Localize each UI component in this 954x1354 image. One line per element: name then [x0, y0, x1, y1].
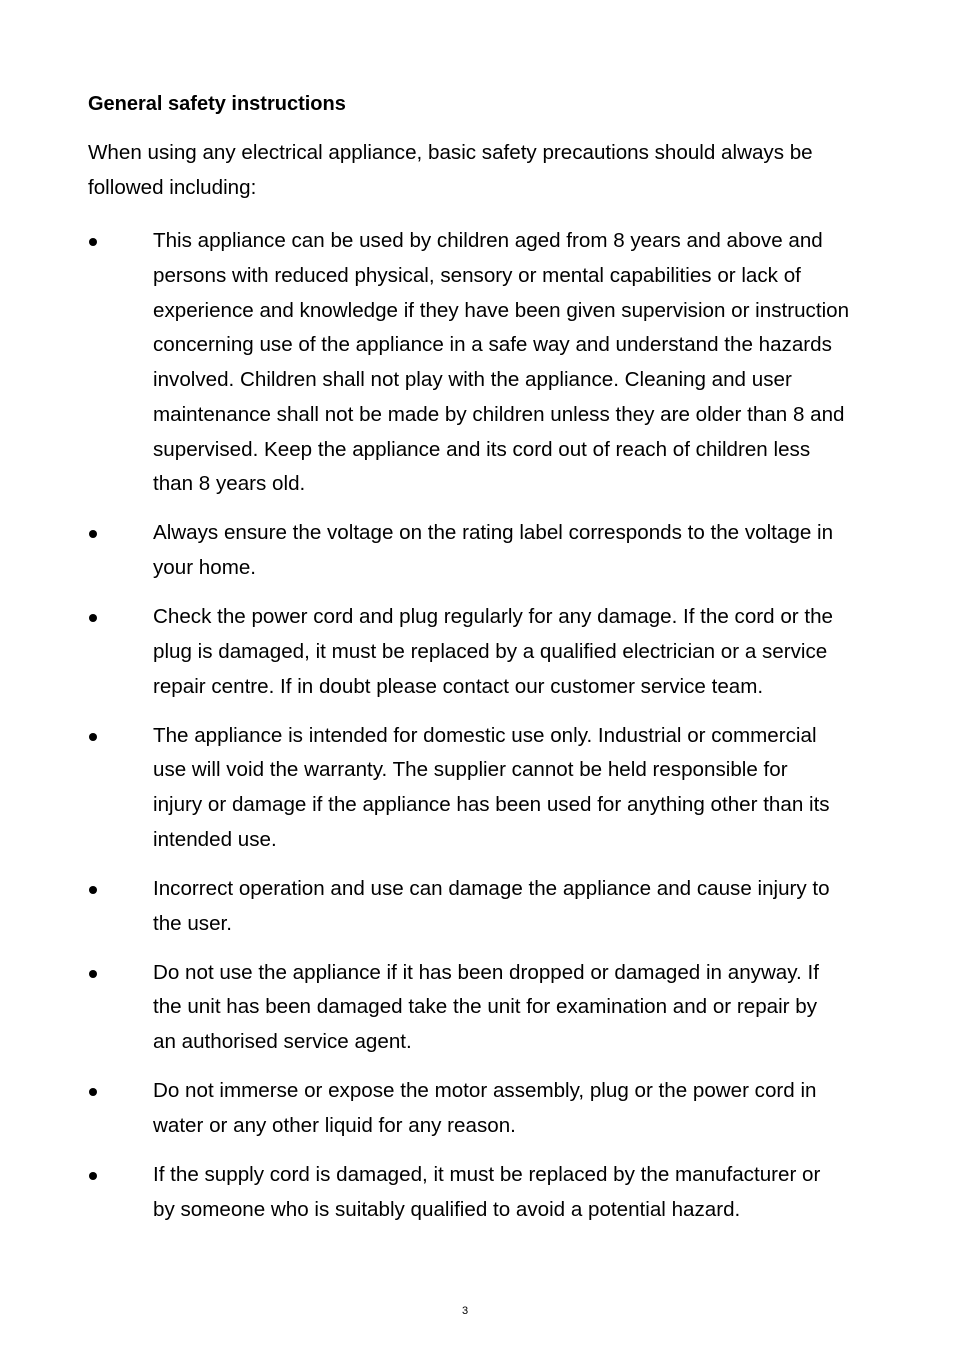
- list-item-line: the unit has been damaged take the unit for examination and or repair by: [153, 995, 818, 1019]
- list-item-line: than 8 years old.: [153, 472, 306, 496]
- list-item: [88, 516, 888, 586]
- list-item-line: the user.: [153, 911, 232, 935]
- list-item: [88, 872, 888, 942]
- intro-paragraph: [88, 136, 888, 206]
- bullet-icon: [89, 530, 97, 538]
- list-item-line: supervised. Keep the appliance and its cord out of reach of children less: [153, 437, 811, 461]
- bullet-icon: [89, 1088, 97, 1096]
- list-item-line: Incorrect operation and use can damage the appliance and cause injury to: [153, 876, 830, 900]
- list-item: [88, 1158, 888, 1228]
- list-item-line: use will void the warranty. The supplier cannot be held responsible for: [153, 758, 788, 782]
- list-item: [88, 719, 888, 858]
- bullet-icon: [89, 238, 97, 246]
- list-item-line: Check the power cord and plug regularly for any damage. If the cord or the: [153, 605, 833, 629]
- list-item-line: If the supply cord is damaged, it must be replaced by the manufacturer or: [153, 1163, 821, 1187]
- list-item-line: concerning use of the appliance in a safe way and understand the hazards: [153, 333, 832, 357]
- list-item-line: experience and knowledge if they have been given supervision or instruction: [153, 298, 850, 322]
- list-item-line: persons with reduced physical, sensory or mental capabilities or lack of: [153, 263, 801, 287]
- bullet-icon: [89, 1172, 97, 1180]
- bullet-icon: [89, 886, 97, 894]
- list-item-line: The appliance is intended for domestic use only. Industrial or commercial: [153, 723, 817, 747]
- list-item-line: your home.: [153, 556, 257, 580]
- safety-instructions-list: [88, 224, 888, 1228]
- bullet-icon: [89, 614, 97, 622]
- page-number: 3: [462, 1305, 469, 1317]
- list-item: [88, 224, 888, 502]
- list-item: [88, 956, 888, 1060]
- list-item-line: maintenance shall not be made by children unless they are older than 8 and: [153, 402, 845, 426]
- list-item-line: repair centre. If in doubt please contact our customer service team.: [153, 674, 764, 698]
- list-item-line: plug is damaged, it must be replaced by a qualified electrician or a service: [153, 639, 828, 663]
- list-item: [88, 600, 888, 704]
- safety-section: [88, 87, 888, 1242]
- list-item-line: water or any other liquid for any reason.: [153, 1114, 516, 1138]
- list-item-line: an authorised service agent.: [153, 1030, 412, 1054]
- list-item-line: Do not use the appliance if it has been dropped or damaged in anyway. If: [153, 960, 819, 984]
- list-item-line: involved. Children shall not play with the appliance. Cleaning and user: [153, 368, 792, 392]
- list-item-line: Always ensure the voltage on the rating label corresponds to the voltage in: [153, 521, 834, 545]
- intro-line: When using any electrical appliance, basic safety precautions should always be: [88, 141, 813, 164]
- bullet-icon: [89, 970, 97, 978]
- list-item-line: by someone who is suitably qualified to avoid a potential hazard.: [153, 1197, 741, 1221]
- list-item-line: injury or damage if the appliance has been used for anything other than its: [153, 793, 830, 817]
- section-heading: General safety instructions: [88, 93, 346, 115]
- bullet-icon: [89, 733, 97, 741]
- intro-line: followed including:: [88, 175, 257, 199]
- list-item: [88, 1074, 888, 1144]
- list-item-line: This appliance can be used by children aged from 8 years and above and: [153, 229, 823, 252]
- list-item-line: intended use.: [153, 827, 277, 851]
- list-item-line: Do not immerse or expose the motor assembly, plug or the power cord in: [153, 1079, 817, 1103]
